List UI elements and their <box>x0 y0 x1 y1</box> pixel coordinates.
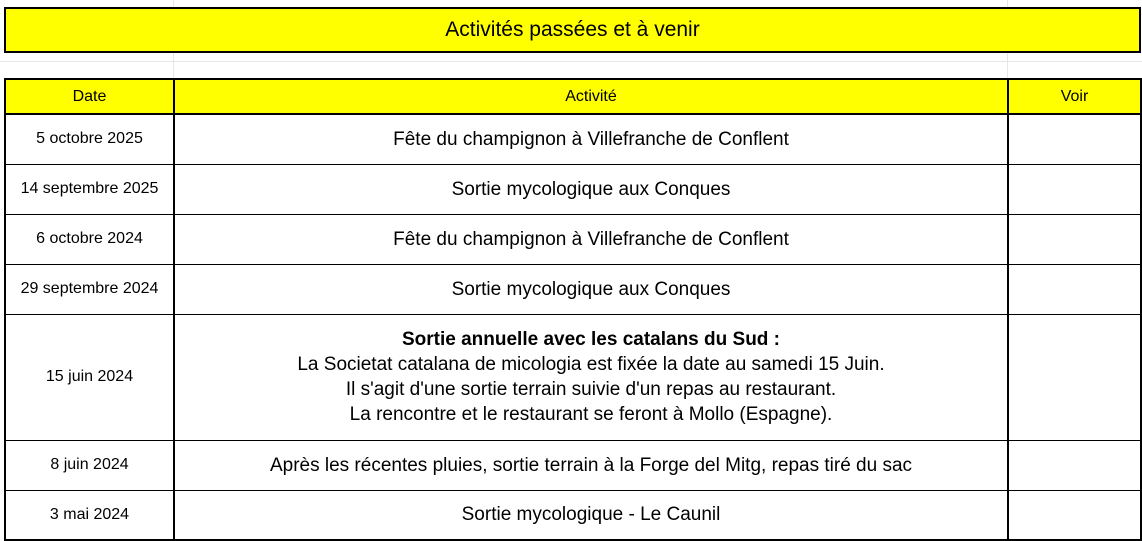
table-row <box>5 314 1141 440</box>
activity-cell: Fête du champignon à Villefranche de Conflent <box>174 214 1008 264</box>
table-header-row <box>5 79 1141 114</box>
column-header-activity: Activité <box>174 79 1008 114</box>
date-cell: 15 juin 2024 <box>5 314 174 440</box>
table-row <box>5 114 1141 164</box>
activity-cell: Sortie mycologique aux Conques <box>174 164 1008 214</box>
column-header-view: Voir <box>1008 79 1141 114</box>
view-cell[interactable] <box>1008 490 1141 540</box>
table-row <box>5 264 1141 314</box>
view-cell[interactable] <box>1008 440 1141 490</box>
page-title <box>4 7 1141 53</box>
page-title-text: Activités passées et à venir <box>445 18 700 41</box>
date-cell: 29 septembre 2024 <box>5 264 174 314</box>
activity-detail-line: La Societat catalana de micologia est fixée la date au samedi 15 Juin. <box>297 354 885 375</box>
view-cell[interactable] <box>1008 314 1141 440</box>
activity-cell: Après les récentes pluies, sortie terrain à la Forge del Mitg, repas tiré du sac <box>174 440 1008 490</box>
activity-detail-line: La rencontre et le restaurant se feront à Mollo (Espagne). <box>349 404 833 425</box>
date-cell: 6 octobre 2024 <box>5 214 174 264</box>
view-cell[interactable] <box>1008 114 1141 164</box>
column-header-date: Date <box>5 79 174 114</box>
date-cell: 8 juin 2024 <box>5 440 174 490</box>
table-row <box>5 214 1141 264</box>
activity-detail-line: Il s'agit d'une sortie terrain suivie d'un repas au restaurant. <box>345 379 837 400</box>
gridline <box>0 61 1142 62</box>
table-row <box>5 490 1141 540</box>
activity-cell <box>174 314 1008 440</box>
table-row <box>5 164 1141 214</box>
activity-cell: Sortie mycologique aux Conques <box>174 264 1008 314</box>
activity-heading: Sortie annuelle avec les catalans du Sud : <box>401 329 781 350</box>
activities-table <box>4 78 1142 541</box>
date-cell: 14 septembre 2025 <box>5 164 174 214</box>
view-cell[interactable] <box>1008 164 1141 214</box>
date-cell: 3 mai 2024 <box>5 490 174 540</box>
activity-cell: Fête du champignon à Villefranche de Conflent <box>174 114 1008 164</box>
view-cell[interactable] <box>1008 264 1141 314</box>
table-row <box>5 440 1141 490</box>
view-cell[interactable] <box>1008 214 1141 264</box>
date-cell: 5 octobre 2025 <box>5 114 174 164</box>
activity-cell: Sortie mycologique - Le Caunil <box>174 490 1008 540</box>
